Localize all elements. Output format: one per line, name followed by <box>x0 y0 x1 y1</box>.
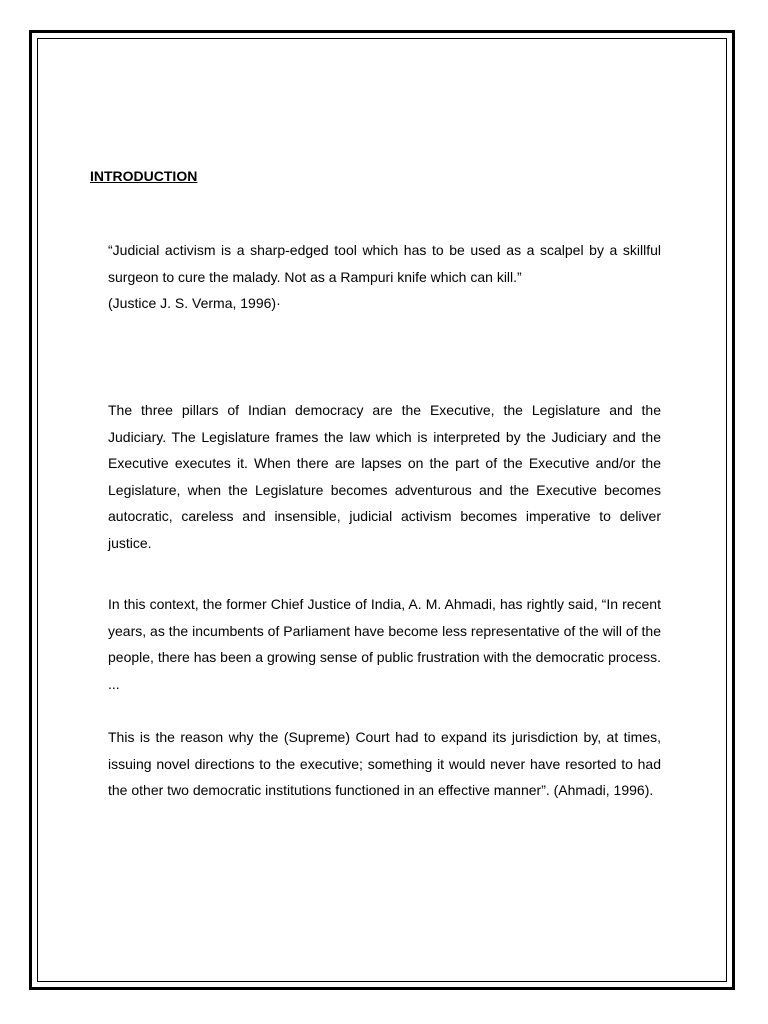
epigraph-quote <box>108 237 661 317</box>
paragraph-ahmadi-context: In this context, the former Chief Justice of India, A. M. Ahmadi, has rightly said, “In recent years, as the incumbents of Parliament have become less representative of the will of the people, there has been a growing sense of public frustration with the democratic process. ... <box>108 596 661 692</box>
quote-text: “Judicial activism is a sharp-edged tool which has to be used as a scalpel by a skillful surgeon to cure the malady. Not as a Rampuri knife which can kill.” <box>108 242 661 285</box>
paragraph-court-jurisdiction: This is the reason why the (Supreme) Court had to expand its jurisdiction by, at times, issuing novel directions to the executive; something it would never have resorted to had the other two democratic institutions functioned in an effective manner”. (Ahmadi, 1996). <box>108 729 661 799</box>
paragraph-pillars: The three pillars of Indian democracy are the Executive, the Legislature and the Judiciary. The Legislature frames the law which is interpreted by the Judiciary and the Executive executes it. When there are lapses on the part of the Executive and/or the Legislature, when the Legislature becomes adventurous and the Executive becomes autocratic, careless and insensible, judicial activism becomes imperative to deliver justice. <box>108 402 661 551</box>
quote-attribution: (Justice J. S. Verma, 1996)· <box>108 295 281 311</box>
section-heading: INTRODUCTION <box>90 168 198 184</box>
